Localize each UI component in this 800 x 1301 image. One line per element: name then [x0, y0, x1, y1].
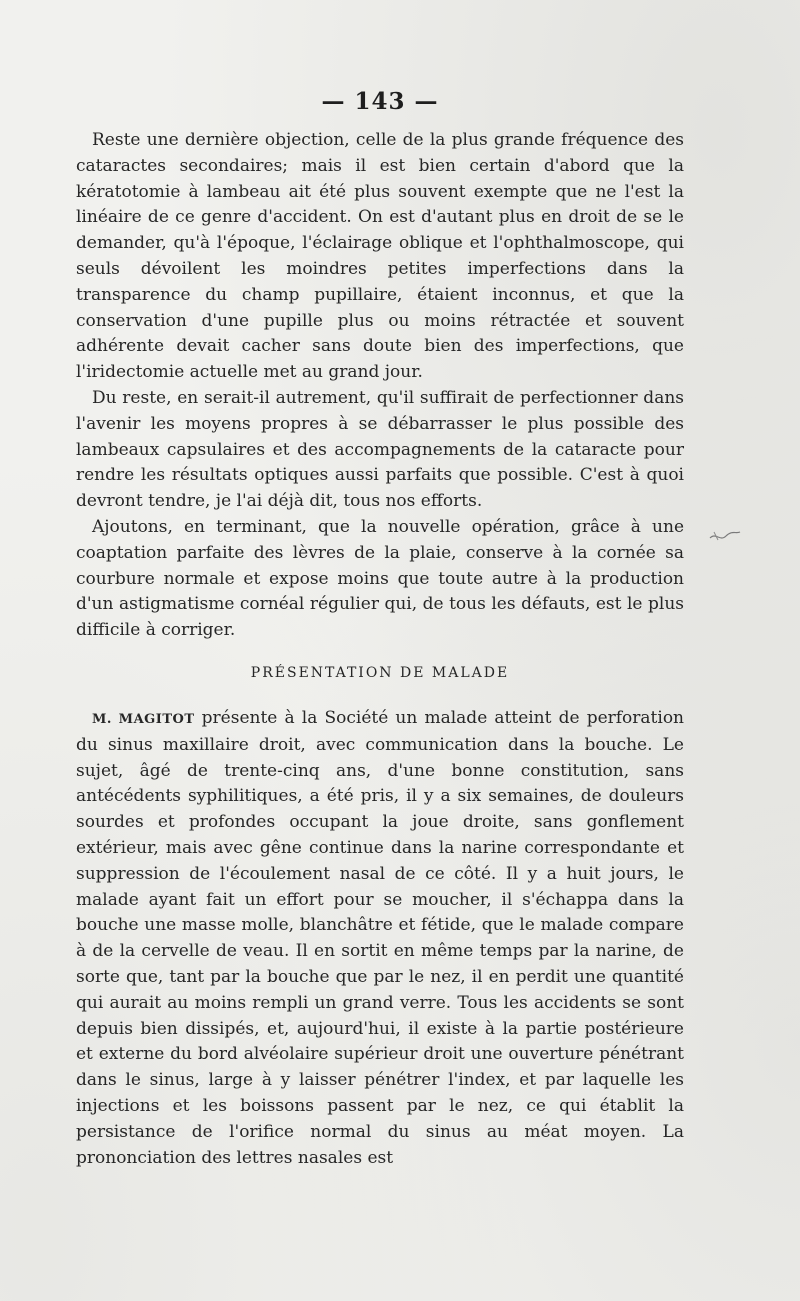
speaker-name: M. MAGITOT: [92, 712, 195, 727]
section-body-1: [76, 128, 684, 644]
paragraph-ajoutons: Ajoutons, en terminant, que la nouvelle opération, grâce à une coaptation parfaite des lèvres de la plaie, conserve à la cornée sa courbure normale et expose moins que toute autre à la production d'un astigmatisme cornéal régulier qui, de tous les défauts, est le plus difficile à corriger.: [76, 516, 684, 641]
section-body-2: [76, 706, 684, 1171]
presentation-text: présente à la Société un malade atteint de perforation du sinus maxillaire droit, avec communication dans la bouche. Le sujet, âgé de trente-cinq ans, d'une bonne constitution, sans antécédents syphilitiques, a été pris, il y a six semaines, de douleurs sourdes et profondes occupant la joue droite, sans gonflement extérieur, mais avec gêne continue dans la narine correspondante et suppression de l'écoulement nasal de ce côté. Il y a huit jours, le malade ayant fait un effort pour se moucher, il s'échappa dans la bouche une masse molle, blanchâtre et fétide, que le malade compare à de la cervelle de veau. Il en sortit en même temps par la narine, de sorte que, tant par la bouche que par le nez, il en perdit une quantité qui aurait au moins rempli un grand verre. Tous les accidents se sont depuis bien dissipés, et, aujourd'hui, il existe à la partie postérieure et externe du bord alvéolaire supérieur droit une ouverture pénétrant dans le sinus, large à y laisser pénétrer l'index, et par laquelle les injections et les boissons passent par le nez, ce qui établit la persistance de l'orifice normal du sinus au méat moyen. La prononciation des lettres nasales est: [76, 708, 685, 1168]
section-heading: PRÉSENTATION DE MALADE: [250, 665, 510, 681]
margin-pencil-mark-icon: [708, 528, 742, 544]
paragraph-du-reste: Du reste, en serait-il autrement, qu'il suffirait de perfectionner dans l'avenir les moyens propres à se débarrasser le plus possible des lambeaux capsulaires et des accompagnements de la cataracte pour rendre les résultats optiques aussi parfaits que possible. C'est à quoi devront tendre, je l'ai déjà dit, tous nos efforts.: [76, 387, 684, 512]
paragraph-objection: Reste une dernière objection, celle de la plus grande fréquence des cataractes secondaires; mais il est bien certain d'abord que la kératotomie à lambeau ait été plus souvent exempte que ne l'est la linéaire de ce genre d'accident. On est d'autant plus en droit de se le demander, qu'à l'époque, l'éclairage oblique et l'ophthalmoscope, qui seuls dévoilent les moindres petites imperfections dans la transparence du champ pupillaire, étaient inconnus, et que la conservation d'une pupille plus ou moins rétractée et souvent adhérente devait cacher sans doute bien des imperfections, que l'iridectomie actuelle met au grand jour.: [76, 130, 684, 383]
paragraph-presentation: [76, 706, 684, 1171]
page-number: — 143 —: [321, 88, 439, 115]
